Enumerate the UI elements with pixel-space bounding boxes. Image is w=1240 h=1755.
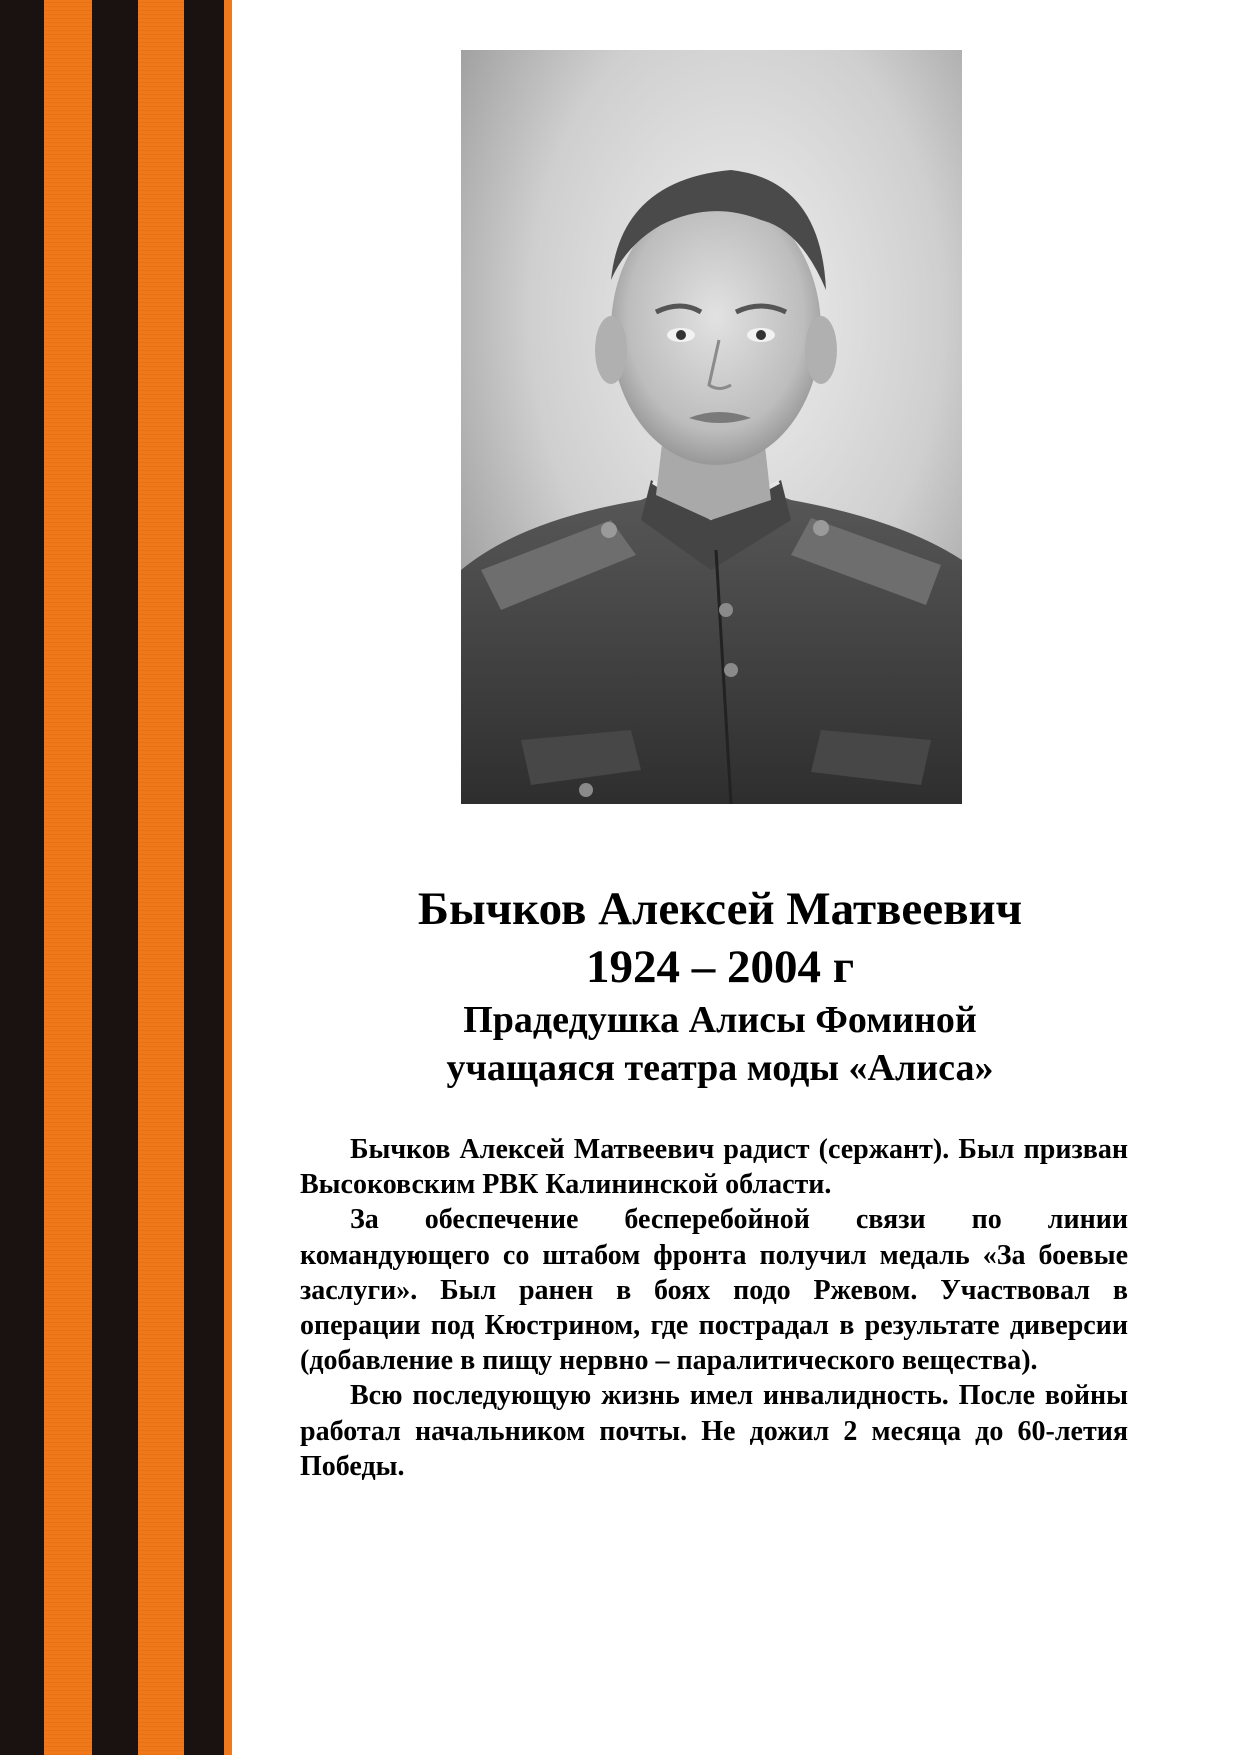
st-george-ribbon [0, 0, 232, 1755]
biography [300, 1132, 1128, 1484]
person-name: Бычков Алексей Матвеевич [417, 883, 1023, 935]
header-block [300, 880, 1140, 1092]
relation-line: Прадедушка Алисы Фоминой [463, 999, 977, 1041]
bio-paragraph: Бычков Алексей Матвеевич радист (сержант). Был призван Высоковским РВК Калининской области. [300, 1134, 1128, 1201]
portrait-photo [461, 50, 962, 804]
bio-paragraph: За обеспечение бесперебойной связи по линии командующего со штабом фронта получил медаль «За боевые заслуги». Был ранен в боях подо Ржевом. Участвовал в операции под Кюстрином, где пострадал в результате диверсии (добавление в пищу нервно – паралитического вещества). [300, 1204, 1128, 1377]
bio-paragraph: Всю последующую жизнь имел инвалидность. После войны работал начальником почты. Не дожил 2 месяца до 60-летия Победы. [300, 1380, 1128, 1482]
student-line: учащаяся театра моды «Алиса» [446, 1047, 994, 1089]
ribbon-edge [224, 0, 232, 1755]
life-years: 1924 – 2004 г [585, 941, 855, 993]
